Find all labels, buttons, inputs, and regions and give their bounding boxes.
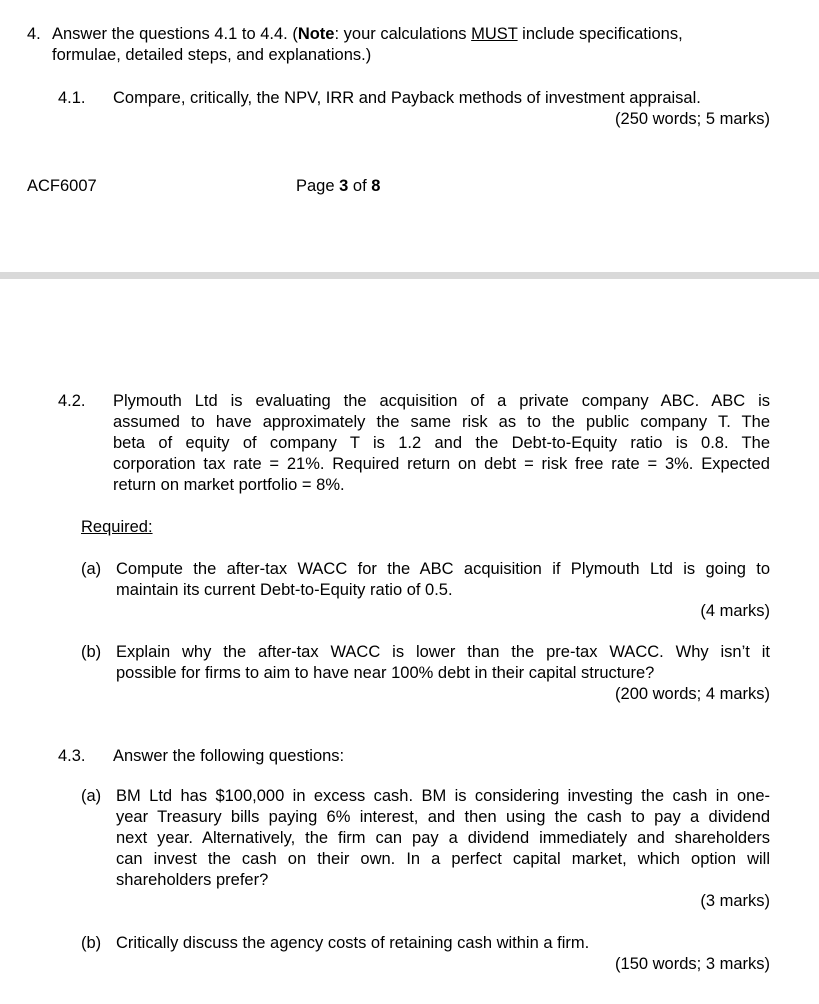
q43a-text: BM Ltd has $100,000 in excess cash. BM is considering investing the cash in one- year Treasury bills paying 6% interest, and then using the cash to pay a dividend next year. Alternatively, the firm can pay a dividend immediately and shareholders can invest the cash on their own. In a perfect capital market, which option will shareholders prefer? (116, 787, 770, 889)
page-break-divider (0, 272, 819, 279)
q42b-marks: (200 words; 4 marks) (615, 685, 770, 703)
q41-marks: (250 words; 5 marks) (615, 110, 770, 128)
page-number: Page 3 of 8 (296, 177, 381, 195)
q42a-text: Compute the after-tax WACC for the ABC acquisition if Plymouth Ltd is going to maintain its current Debt-to-Equity ratio of 0.5. (116, 560, 770, 599)
q42b-text: Explain why the after-tax WACC is lower than the pre-tax WACC. Why isn’t it possible for firms to aim to have near 100% debt in their capital structure? (116, 643, 770, 682)
q42-text: Plymouth Ltd is evaluating the acquisition of a private company ABC. ABC is assumed to have approximately the same risk as to the public company T. The beta of equity of company T is 1.2 and the Debt-to-Equity ratio is 0.8. The corporation tax rate = 21%. Required return on debt = risk free rate = 3%. Expected return on market portfolio = 8%. (113, 392, 770, 494)
q43b-label: (b) (81, 934, 102, 952)
q42a-marks: (4 marks) (700, 602, 770, 620)
must-emphasis: MUST (471, 25, 518, 43)
q43b-text: Critically discuss the agency costs of retaining cash within a firm. (116, 934, 590, 952)
q42a-label: (a) (81, 560, 102, 578)
q41-text: Compare, critically, the NPV, IRR and Payback methods of investment appraisal. (113, 89, 701, 107)
q43b-marks: (150 words; 3 marks) (615, 955, 770, 973)
q42-number: 4.2. (58, 392, 86, 410)
course-code: ACF6007 (27, 177, 97, 195)
q43a-marks: (3 marks) (700, 892, 770, 910)
q42b-label: (b) (81, 643, 102, 661)
q4-intro: Answer the questions 4.1 to 4.4. (Note: your calculations MUST include specifications, formulae, detailed steps, and explanations.) (52, 25, 683, 64)
required-heading: Required: (81, 518, 153, 536)
q43a-label: (a) (81, 787, 102, 805)
note-label: Note (297, 25, 335, 43)
q4-number: 4. (27, 25, 41, 43)
q43-text: Answer the following questions: (113, 747, 345, 765)
q41-number: 4.1. (58, 89, 86, 107)
q43-number: 4.3. (58, 747, 86, 765)
